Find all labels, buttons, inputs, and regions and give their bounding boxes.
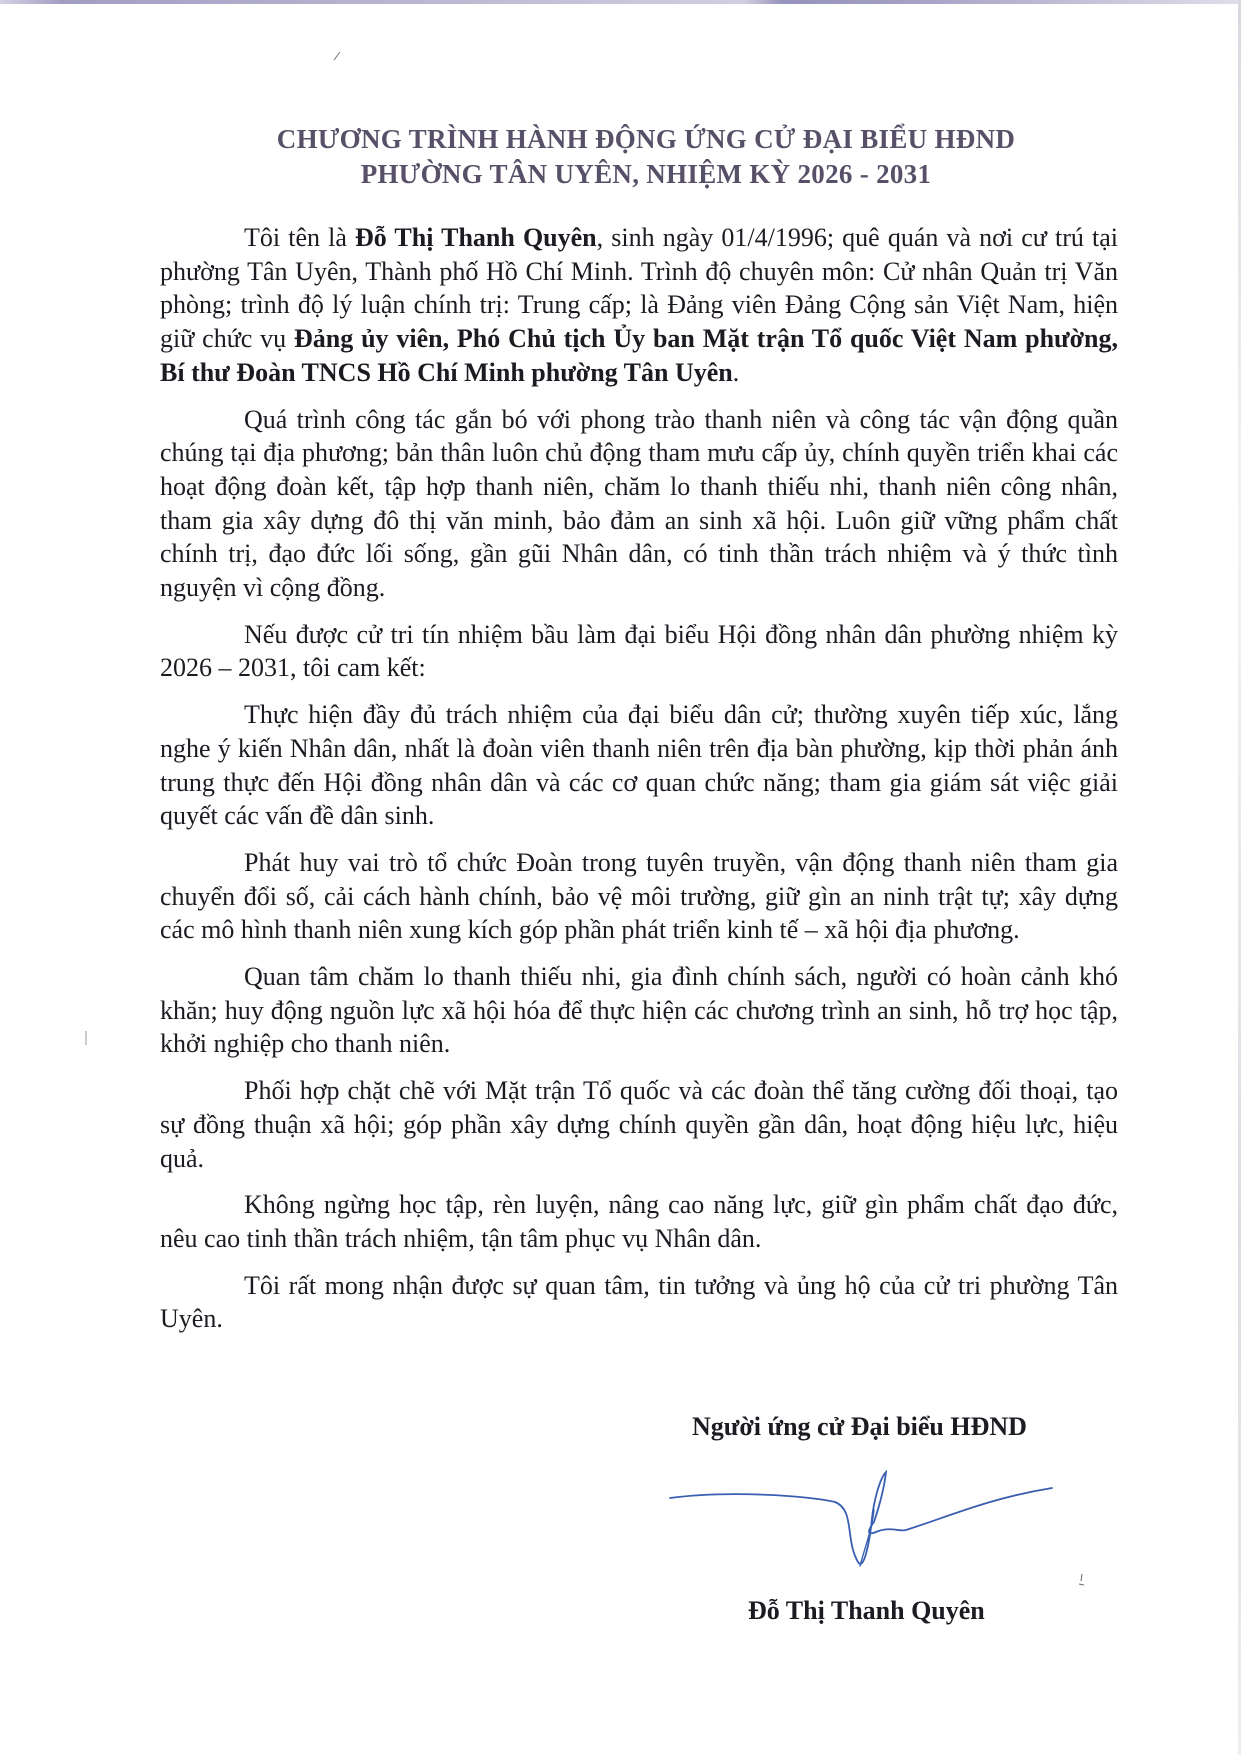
signature-name: Đỗ Thị Thanh Quyên: [748, 1596, 985, 1625]
paragraph-experience: Quá trình công tác gắn bó với phong trào thanh niên và công tác vận động quần chúng tại địa phương; bản thân luôn chủ động tham mưu cấp ủy, chính quyền triển khai các hoạt động đoàn kết, tập hợp thanh niên, chăm lo thanh thiếu nhi, thanh niên công nhân, tham gia xây dựng đô thị văn minh, bảo đảm an sinh xã hội. Luôn giữ vững phẩm chất chính trị, đạo đức lối sống, gần gũi Nhân dân, có tinh thần trách nhiệm và ý thức tình nguyện vì cộng đồng.: [160, 404, 1118, 603]
paragraph-commitment-3: Quan tâm chăm lo thanh thiếu nhi, gia đình chính sách, người có hoàn cảnh khó khăn; huy động nguồn lực xã hội hóa để thực hiện các chương trình an sinh, hỗ trợ học tập, khởi nghiệp cho thanh niên.: [160, 962, 1118, 1059]
paragraph-closing: Tôi rất mong nhận được sự quan tâm, tin tưởng và ủng hộ của cử tri phường Tân Uyên.: [160, 1270, 1118, 1334]
scan-mark-left: [84, 1030, 88, 1046]
handwritten-signature: [660, 1470, 1060, 1590]
intro-paragraph: [160, 221, 1118, 390]
intro-text-3: .: [732, 357, 740, 387]
title-line-2: PHƯỜNG TÂN UYÊN, NHIỆM KỲ 2026 - 2031: [360, 159, 932, 189]
candidate-name: Đỗ Thị Thanh Quyên: [355, 223, 597, 252]
document-body: [160, 221, 1118, 1349]
paragraph-commitment-2: Phát huy vai trò tổ chức Đoàn trong tuyên truyền, vận động thanh niên tham gia chuyển đổi số, cải cách hành chính, bảo vệ môi trường, giữ gìn an ninh trật tự; xây dựng các mô hình thanh niên xung kích góp phần phát triển kinh tế – xã hội địa phương.: [160, 847, 1118, 945]
intro-text-2: , sinh ngày 01/4/1996; quê quán và nơi cư trú tại phường Tân Uyên, Thành phố Hồ Chí Minh. Trình độ chuyên môn: Cử nhân Quản trị Văn phòng; trình độ lý luận chính trị: Trung cấp; là Đảng viên Đảng Cộng sản Việt Nam, hiện giữ chức vụ: [160, 223, 1118, 354]
scan-edge-top: [0, 0, 1241, 4]
paragraph-commitment-5: Không ngừng học tập, rèn luyện, nâng cao năng lực, giữ gìn phẩm chất đạo đức, nêu cao tinh thần trách nhiệm, tận tâm phục vụ Nhân dân.: [160, 1190, 1118, 1253]
scan-mark-top: [332, 50, 342, 62]
document-title: [0, 122, 1241, 192]
intro-text-1: Tôi tên là: [244, 223, 355, 252]
scan-mark-right: [1077, 1573, 1087, 1587]
signature-title: Người ứng cử Đại biểu HĐND: [692, 1412, 1027, 1441]
paragraph-commitment-4: Phối hợp chặt chẽ với Mặt trận Tổ quốc và các đoàn thể tăng cường đối thoại, tạo sự đồng thuận xã hội; góp phần xây dựng chính quyền gần dân, hoạt động hiệu lực, hiệu quả.: [160, 1076, 1118, 1173]
candidate-position: Đảng ủy viên, Phó Chủ tịch Ủy ban Mặt trận Tổ quốc Việt Nam phường, Bí thư Đoàn TNCS Hồ Chí Minh phường Tân Uyên: [160, 324, 1118, 387]
paragraph-commitment-intro: Nếu được cử tri tín nhiệm bầu làm đại biểu Hội đồng nhân dân phường nhiệm kỳ 2026 – 2031, tôi cam kết:: [160, 619, 1118, 683]
title-line-1: CHƯƠNG TRÌNH HÀNH ĐỘNG ỨNG CỬ ĐẠI BIỂU HĐND: [276, 124, 1016, 154]
paragraph-commitment-1: Thực hiện đầy đủ trách nhiệm của đại biểu dân cử; thường xuyên tiếp xúc, lắng nghe ý kiến Nhân dân, nhất là đoàn viên thanh niên trên địa bàn phường, kịp thời phản ánh trung thực đến Hội đồng nhân dân và các cơ quan chức năng; tham gia giám sát việc giải quyết các vấn đề dân sinh.: [160, 700, 1118, 831]
